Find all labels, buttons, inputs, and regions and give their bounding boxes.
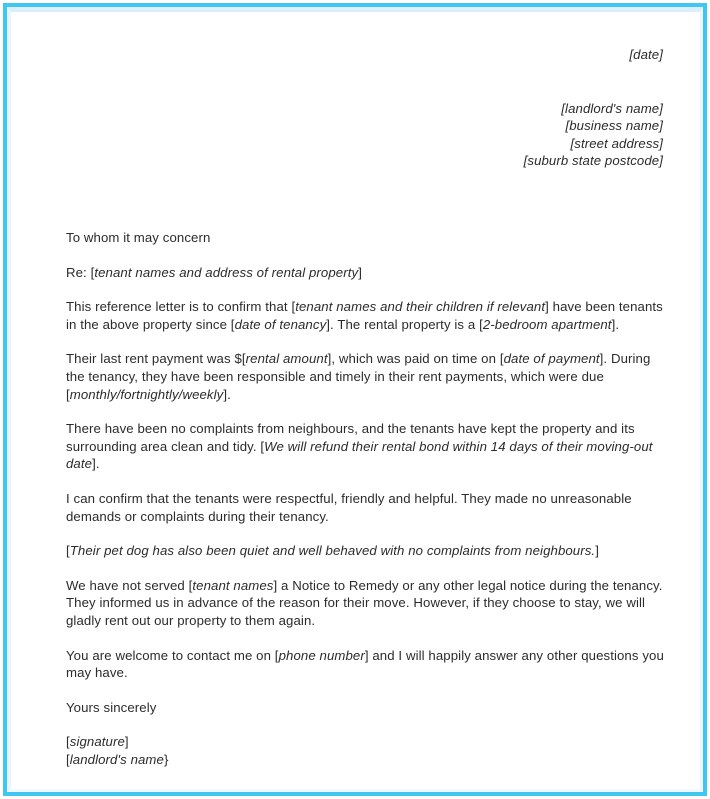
closing-salutation: Yours sincerely — [66, 699, 157, 715]
p2-placeholder-date-of-payment: date of payment — [503, 351, 600, 367]
p1-placeholder-date-of-tenancy: date of tenancy — [234, 316, 327, 332]
paragraph-pet-note — [66, 542, 666, 560]
p2-text-c: ]. During the tenancy, they have been responsible and timely in their rent payments, which were due [ — [66, 351, 651, 402]
sig-bracket-close: ] — [124, 734, 129, 750]
p6-text-b: ] a Notice to Remedy or any other legal notice during the tenancy. They informed us in advance of the reason for their move. However, if they choose to stay, we will gladly rent out our property to them again. — [66, 577, 663, 628]
p2-text-b: ], which was paid on time on [ — [327, 351, 504, 367]
p6-text-a: We have not served [ — [66, 577, 193, 593]
p1-text-a: This reference letter is to confirm that [ — [66, 299, 296, 315]
sig-placeholder-signature: signature — [69, 734, 125, 750]
subject-placeholder: tenant names and address of rental property — [94, 264, 359, 280]
recipient-address-block — [524, 100, 663, 169]
sig-name-bracket-open: [ — [66, 751, 70, 767]
signature-name-line — [66, 751, 666, 769]
p1-placeholder-tenant-names: tenant names and their children if relevant — [295, 299, 546, 315]
p3-text-b: ]. — [92, 456, 100, 472]
p7-text-a: You are welcome to contact me on [ — [66, 647, 279, 663]
p7-text-b: ] and I will happily answer any other questions you may have. — [66, 647, 664, 681]
date-line: [date] — [629, 47, 663, 62]
p3-text-a: There have been no complaints from neighbours, and the tenants have kept the property and its surrounding area clean and tidy. [ — [66, 421, 635, 454]
p1-text-d: ]. — [611, 316, 620, 332]
subject-line — [66, 264, 666, 282]
p1-text-c: ]. The rental property is a [ — [326, 316, 483, 332]
recipient-business-name: [business name] — [565, 118, 663, 134]
letter-body — [66, 229, 666, 768]
p7-placeholder-phone-number: phone number — [278, 647, 365, 663]
p3-placeholder-bond-refund: We will refund their rental bond within 14 days of their moving-out date — [66, 438, 653, 472]
recipient-street-address: [street address] — [570, 135, 663, 151]
p6-placeholder-tenant-names: tenant names — [192, 577, 274, 593]
paragraph-legal-notice — [66, 577, 666, 630]
subject-suffix: ] — [358, 264, 362, 280]
signature-block — [66, 733, 666, 768]
subject-prefix: Re: [ — [66, 264, 95, 280]
paragraph-rent-payment — [66, 350, 666, 403]
p2-text-d: ]. — [223, 386, 231, 402]
p5-placeholder-pet-statement: Their pet dog has also been quiet and well behaved with no complaints from neighbours. — [69, 543, 596, 559]
p5-bracket-open: [ — [66, 543, 70, 559]
p2-placeholder-rental-amount: rental amount — [245, 351, 328, 367]
salutation: To whom it may concern — [66, 230, 211, 245]
sig-name-bracket-close: } — [163, 751, 169, 767]
paragraph-no-complaints — [66, 420, 666, 473]
p5-bracket-close: ] — [595, 543, 599, 559]
sig-placeholder-landlord-name: landlord's name — [69, 751, 164, 767]
p1-placeholder-property-type: 2-bedroom apartment — [482, 316, 612, 332]
signature-placeholder-line — [66, 733, 666, 751]
p2-text-a: Their last rent payment was $[ — [66, 351, 246, 367]
recipient-landlord-name: [landlord's name] — [561, 101, 663, 116]
p2-placeholder-payment-frequency: monthly/fortnightly/weekly — [69, 386, 224, 402]
paragraph-contact-invitation — [66, 647, 666, 682]
paragraph-tenancy-confirmation — [66, 298, 666, 333]
letter-sheet — [11, 12, 699, 787]
sig-bracket-open: [ — [66, 734, 70, 750]
paragraph-tenant-conduct: I can confirm that the tenants were respectful, friendly and helpful. They made no unreasonable demands or complaints during their tenancy. — [66, 490, 632, 524]
p1-text-b: ] have been tenants in the above property since [ — [66, 299, 663, 332]
recipient-suburb-state-postcode: [suburb state postcode] — [523, 152, 663, 168]
